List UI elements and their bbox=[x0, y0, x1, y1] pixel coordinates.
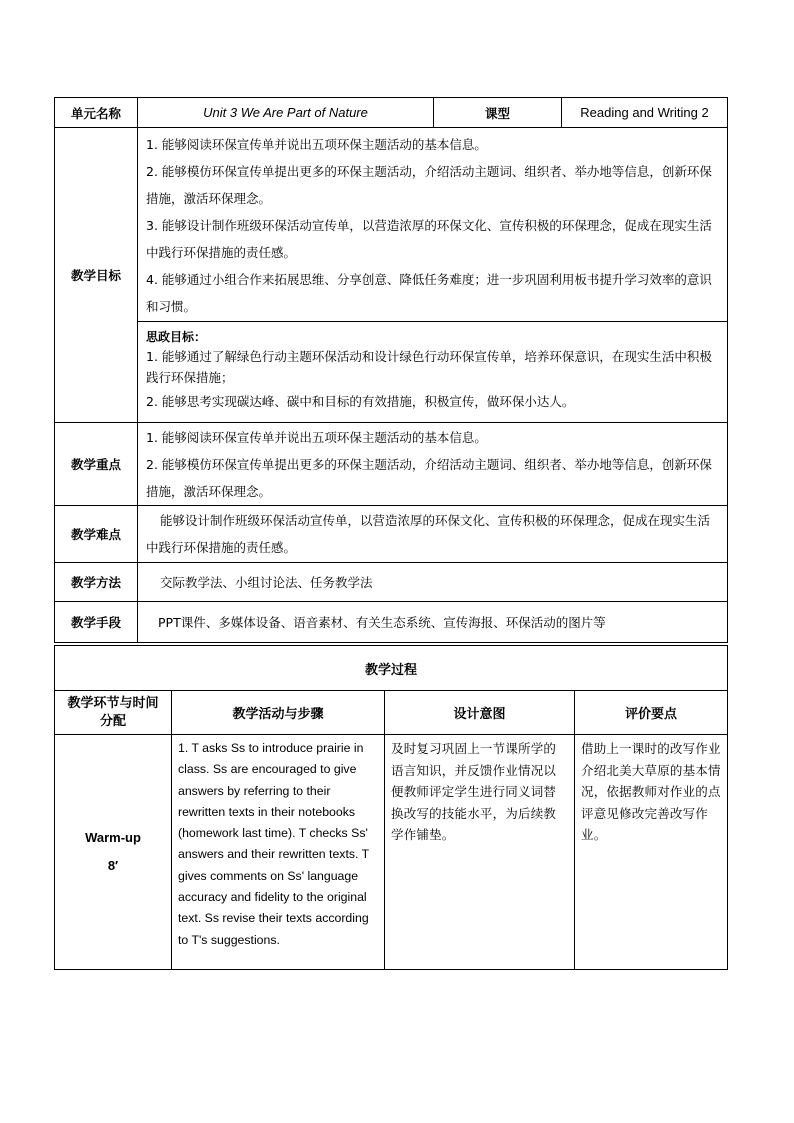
objectives-row bbox=[55, 128, 728, 322]
difficulties-cell bbox=[138, 506, 728, 563]
intent-cell: 及时复习巩固上一节课所学的语言知识，并反馈作业情况以便教师评定学生进行同义词替换改写的技能水平，为后续教学作铺垫。 bbox=[385, 735, 575, 970]
political-objectives-row bbox=[55, 322, 728, 423]
methods-label: 教学方法 bbox=[55, 563, 138, 602]
means-label: 教学手段 bbox=[55, 602, 138, 643]
type-label: 课型 bbox=[434, 98, 562, 128]
unit-row bbox=[55, 98, 728, 128]
key-point-item: 2. 能够模仿环保宣传单提出更多的环保主题活动，介绍活动主题词、组织者、举办地等信息，创新环保措施，激活环保理念。 bbox=[146, 456, 712, 499]
means-row bbox=[55, 602, 728, 643]
political-title: 思政目标： bbox=[146, 330, 207, 344]
difficulties-label: 教学难点 bbox=[55, 506, 138, 563]
col-intent: 设计意图 bbox=[385, 691, 575, 735]
objective-item: 3. 能够设计制作班级环保活动宣传单，以营造浓厚的环保文化、宣传积极的环保理念，促成在现实生活中践行环保措施的责任感。 bbox=[146, 218, 712, 260]
difficulties-row bbox=[55, 506, 728, 563]
stage-name: Warm-up bbox=[85, 830, 141, 845]
lesson-info-table bbox=[54, 97, 728, 643]
key-points-label: 教学重点 bbox=[55, 423, 138, 506]
key-points-cell bbox=[138, 423, 728, 506]
unit-label: 单元名称 bbox=[55, 98, 138, 128]
stage-time: 8′ bbox=[107, 858, 119, 873]
warmup-row bbox=[55, 735, 728, 970]
methods-text: 交际教学法、小组讨论法、任务教学法 bbox=[160, 574, 373, 590]
methods-row bbox=[55, 563, 728, 602]
process-title: 教学过程 bbox=[55, 646, 728, 691]
political-item: 2. 能够思考实现碳达峰、碳中和目标的有效措施，积极宣传，做环保小达人。 bbox=[146, 394, 575, 409]
key-point-item: 1. 能够阅读环保宣传单并说出五项环保主题活动的基本信息。 bbox=[146, 429, 487, 445]
methods-cell bbox=[138, 563, 728, 602]
difficulties-text: 能够设计制作班级环保活动宣传单，以营造浓厚的环保文化、宣传积极的环保理念，促成在现实生活中践行环保措施的责任感。 bbox=[146, 513, 711, 555]
col-evaluation: 评价要点 bbox=[575, 691, 728, 735]
process-table bbox=[54, 645, 728, 970]
objectives-label: 教学目标 bbox=[55, 128, 138, 423]
stage-cell bbox=[55, 735, 172, 970]
political-objectives-cell bbox=[138, 322, 728, 423]
col-activity: 教学活动与步骤 bbox=[172, 691, 385, 735]
key-points-row bbox=[55, 423, 728, 506]
objective-item: 4. 能够通过小组合作来拓展思维、分享创意、降低任务难度；进一步巩固利用板书提升学习效率的意识和习惯。 bbox=[146, 272, 712, 314]
activity-cell: 1. T asks Ss to introduce prairie in class. Ss are encouraged to give answers by referring to their rewritten texts in their notebooks (homework last time). T checks Ss' answers and their rewritten texts. T gives comments on Ss' language accuracy and fidelity to the original text. Ss revise their texts according to T's suggestions. bbox=[172, 735, 385, 970]
process-title-row bbox=[55, 646, 728, 691]
col-stage-time: 教学环节与时间分配 bbox=[55, 691, 172, 735]
means-text: PPT课件、多媒体设备、语音素材、有关生态系统、宣传海报、环保活动的图片等 bbox=[158, 614, 606, 630]
evaluation-cell: 借助上一课时的改写作业介绍北美大草原的基本情况，依据教师对作业的点评意见修改完善改写作业。 bbox=[575, 735, 728, 970]
objective-item: 1. 能够阅读环保宣传单并说出五项环保主题活动的基本信息。 bbox=[146, 137, 487, 152]
unit-name: Unit 3 We Are Part of Nature bbox=[138, 98, 434, 128]
political-item: 1. 能够通过了解绿色行动主题环保活动和设计绿色行动环保宣传单，培养环保意识，在现实生活中积极践行环保措施； bbox=[146, 349, 712, 385]
process-header-row bbox=[55, 691, 728, 735]
type-value: Reading and Writing 2 bbox=[562, 98, 728, 128]
means-cell bbox=[138, 602, 728, 643]
objectives-cell bbox=[138, 128, 728, 322]
objective-item: 2. 能够模仿环保宣传单提出更多的环保主题活动，介绍活动主题词、组织者、举办地等信息，创新环保措施，激活环保理念。 bbox=[146, 164, 712, 206]
